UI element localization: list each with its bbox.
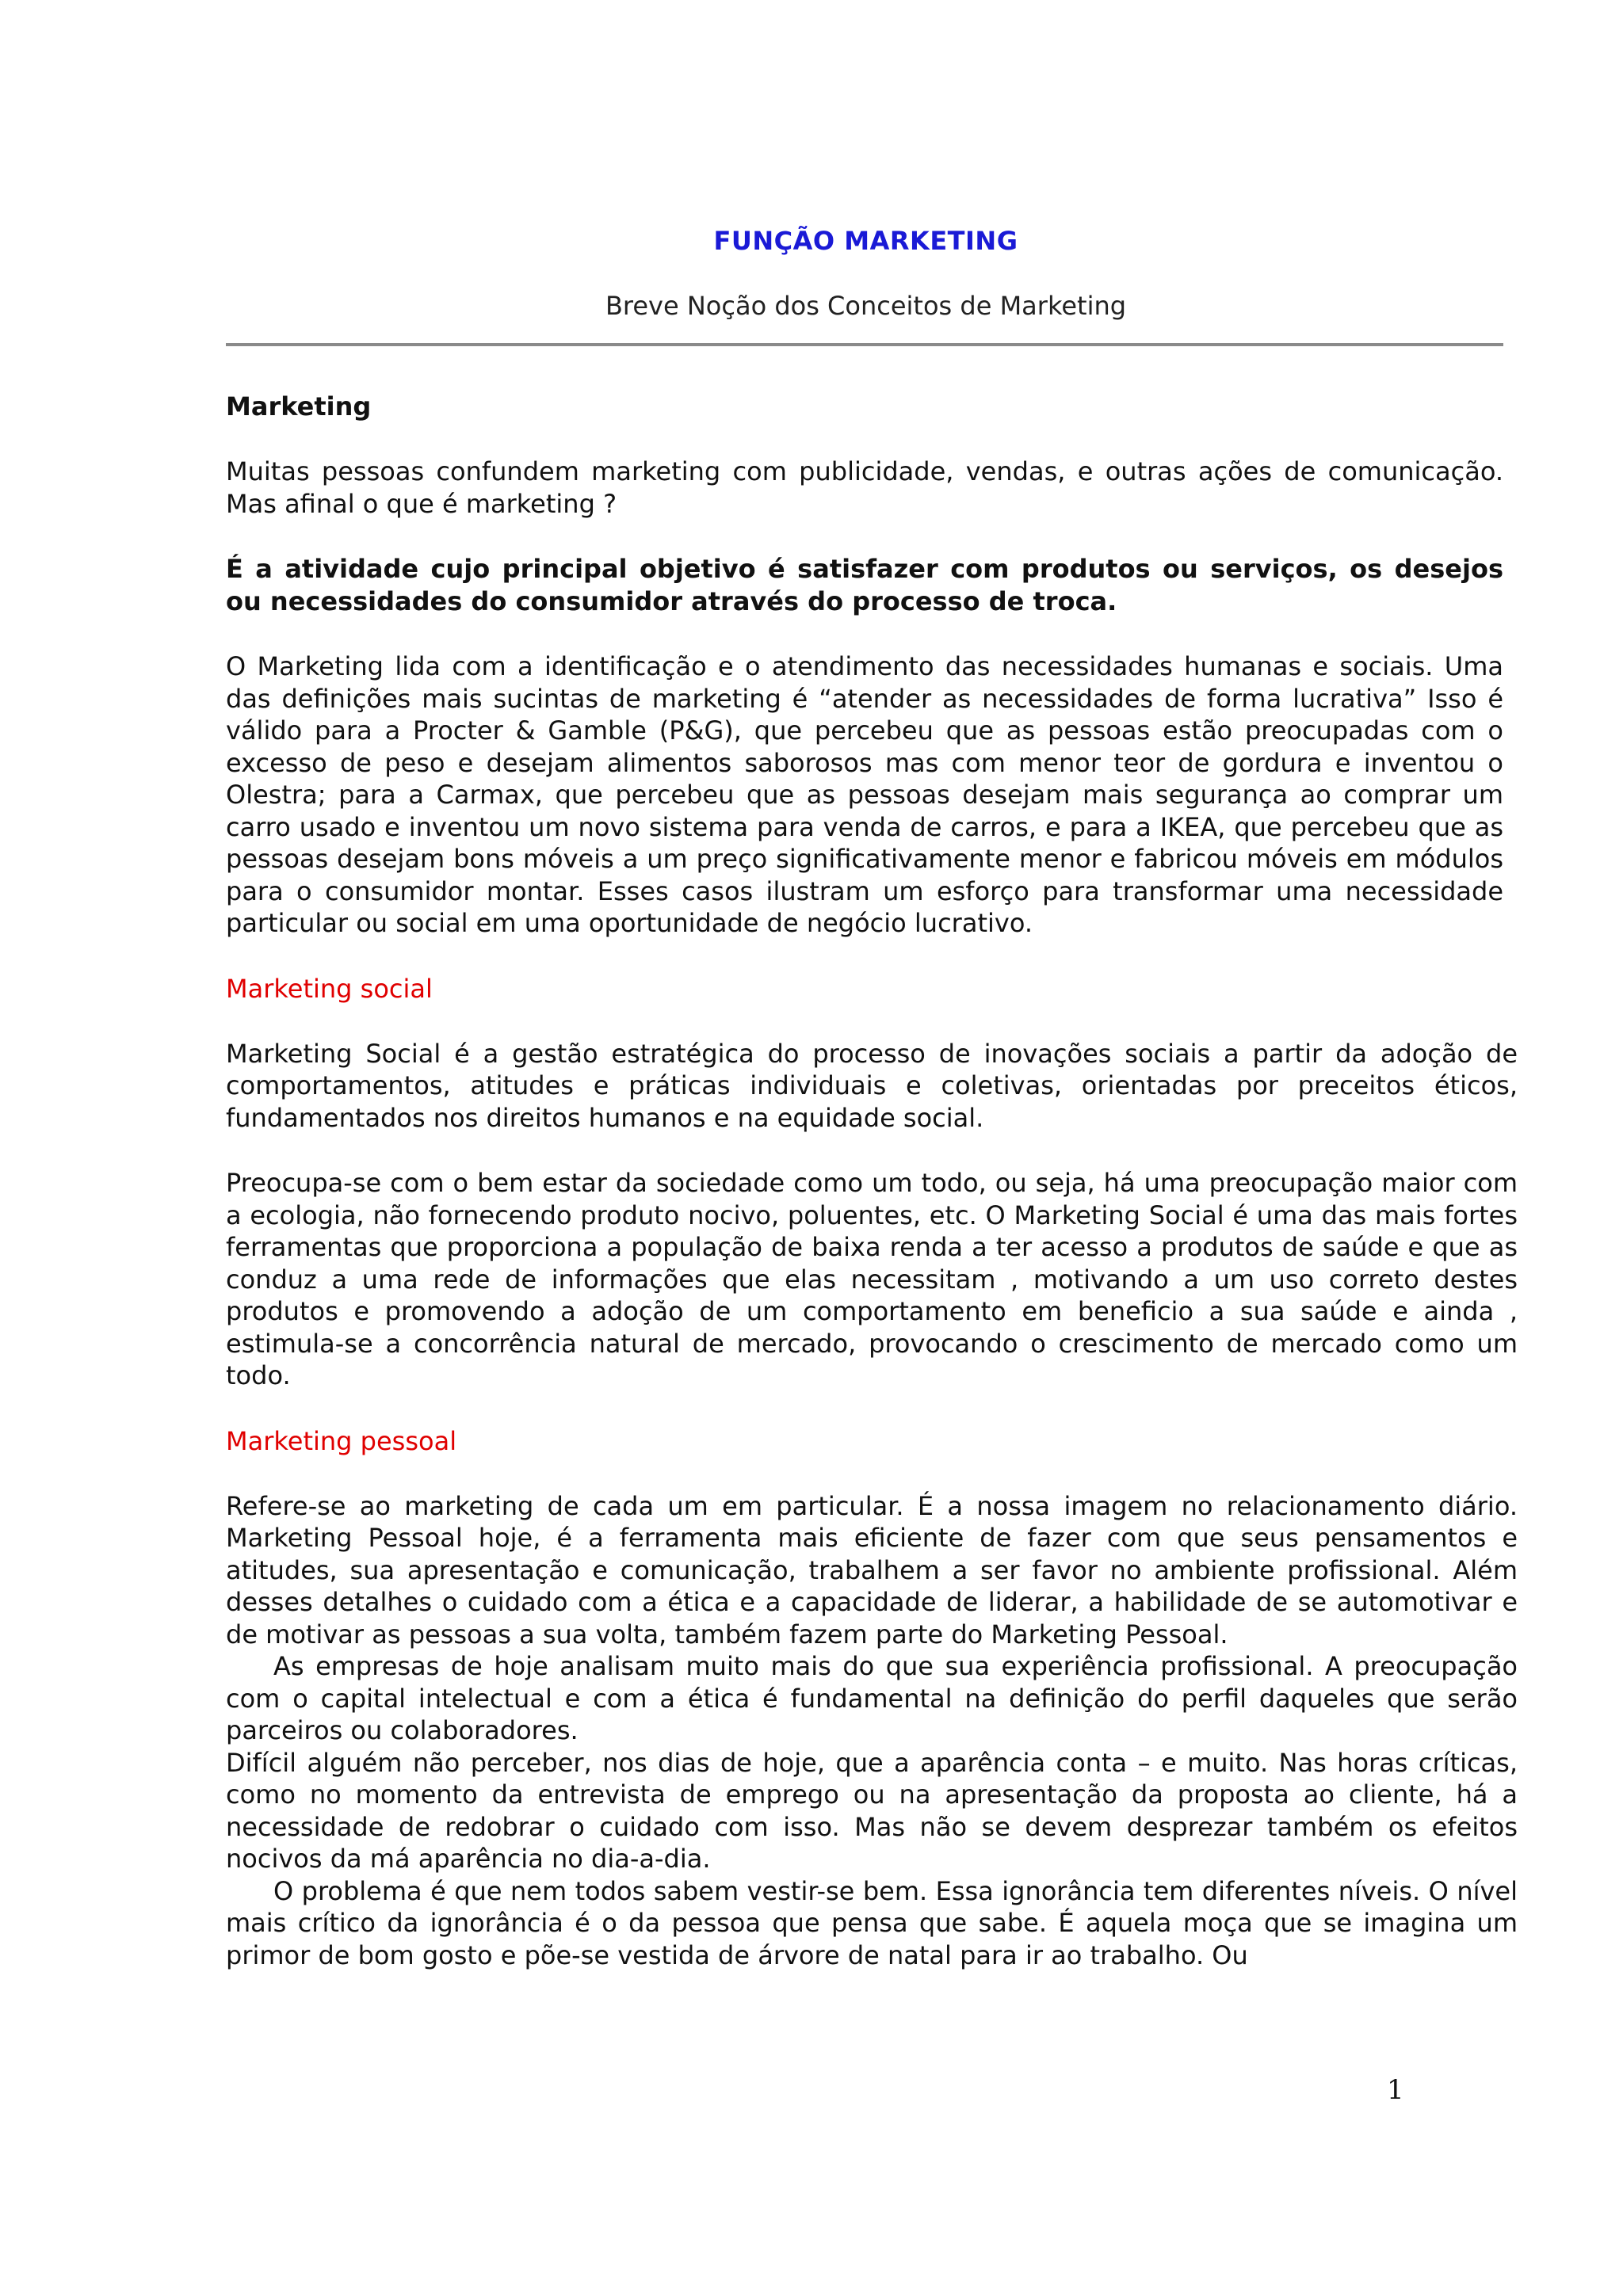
paragraph: Preocupa-se com o bem estar da sociedade como um todo, ou seja, há uma preocupação maior com a ecologia, não fornecendo produto nocivo, poluentes, etc. O Marketing Social é uma das mais fortes ferramentas que proporciona a população de baixa renda a ter acesso a produtos de saúde e que as conduz a uma rede de informações que elas necessitam , motivando a um uso correto destes produtos e promovendo a adoção de um comportamento em beneficio a sua saúde e ainda , estimula-se a concorrência natural de mercado, provocando o crescimento de mercado como um todo. xyxy=(226,1168,1518,1390)
section-heading-marketing-social: Marketing social xyxy=(226,973,433,1004)
paragraph: O Marketing lida com a identificação e o atendimento das necessidades humanas e sociais. Uma das definições mais sucintas de marketing é “atender as necessidades de forma lucrativa” Isso é válido para a Procter & Gamble (P&G), que percebeu que as pessoas estão preocupadas com o excesso de peso e desejam alimentos saborosos mas com menor teor de gordura e inventou o Olestra; para a Carmax, que percebeu que as pessoas desejam mais segurança ao comprar um carro usado e inventou um novo sistema para venda de carros, e para a IKEA, que percebeu que as pessoas desejam bons móveis a um preço significativamente menor e fabricou móveis em módulos para o consumidor montar. Esses casos ilustram um esforço para transformar uma necessidade particular ou social em uma oportunidade de negócio lucrativo. xyxy=(226,651,1503,938)
page-title: FUNÇÃO MARKETING xyxy=(713,226,1018,256)
paragraph: Muitas pessoas confundem marketing com publicidade, vendas, e outras ações de comunicação. Mas afinal o que é marketing ? xyxy=(226,456,1503,519)
page-subtitle: Breve Noção dos Conceitos de Marketing xyxy=(605,291,1127,321)
section-heading-marketing-pessoal: Marketing pessoal xyxy=(226,1425,457,1456)
document-body xyxy=(226,391,1518,1971)
section-heading-marketing: Marketing xyxy=(226,391,372,421)
paragraph: O problema é que nem todos sabem vestir-se bem. Essa ignorância tem diferentes níveis. O nível mais crítico da ignorância é o da pessoa que pensa que sabe. É aquela moça que se imagina um primor de bom gosto e põe-se vestida de árvore de natal para ir ao trabalho. Ou xyxy=(226,1875,1518,1970)
paragraph: Difícil alguém não perceber, nos dias de hoje, que a aparência conta – e muito. Nas horas críticas, como no momento da entrevista de emprego ou na apresentação da proposta ao cliente, há a necessidade de redobrar o cuidado com isso. Mas não se devem desprezar também os efeitos nocivos da má aparência no dia-a-dia. xyxy=(226,1747,1518,1874)
paragraph: As empresas de hoje analisam muito mais do que sua experiência profissional. A preocupação com o capital intelectual e com a ética é fundamental na definição do perfil daqueles que serão parceiros ou colaboradores. xyxy=(226,1651,1518,1745)
header-divider xyxy=(226,343,1503,346)
paragraph: Marketing Social é a gestão estratégica do processo de inovações sociais a partir da adoção de comportamentos, atitudes e práticas individuais e coletivas, orientadas por preceitos éticos, fundamentados nos direitos humanos e na equidade social. xyxy=(226,1038,1518,1133)
page-number: 1 xyxy=(1387,2074,1404,2106)
definition-paragraph: É a atividade cujo principal objetivo é satisfazer com produtos ou serviços, os desejos ou necessidades do consumidor através do processo de troca. xyxy=(226,554,1503,616)
paragraph: Refere-se ao marketing de cada um em particular. É a nossa imagem no relacionamento diário. Marketing Pessoal hoje, é a ferramenta mais eficiente de fazer com que seus pensamentos e atitudes, sua apresentação e comunicação, trabalhem a ser favor no ambiente profissional. Além desses detalhes o cuidado com a ética e a capacidade de liderar, a habilidade de se automotivar e de motivar as pessoas a sua volta, também fazem parte do Marketing Pessoal. xyxy=(226,1490,1518,1650)
